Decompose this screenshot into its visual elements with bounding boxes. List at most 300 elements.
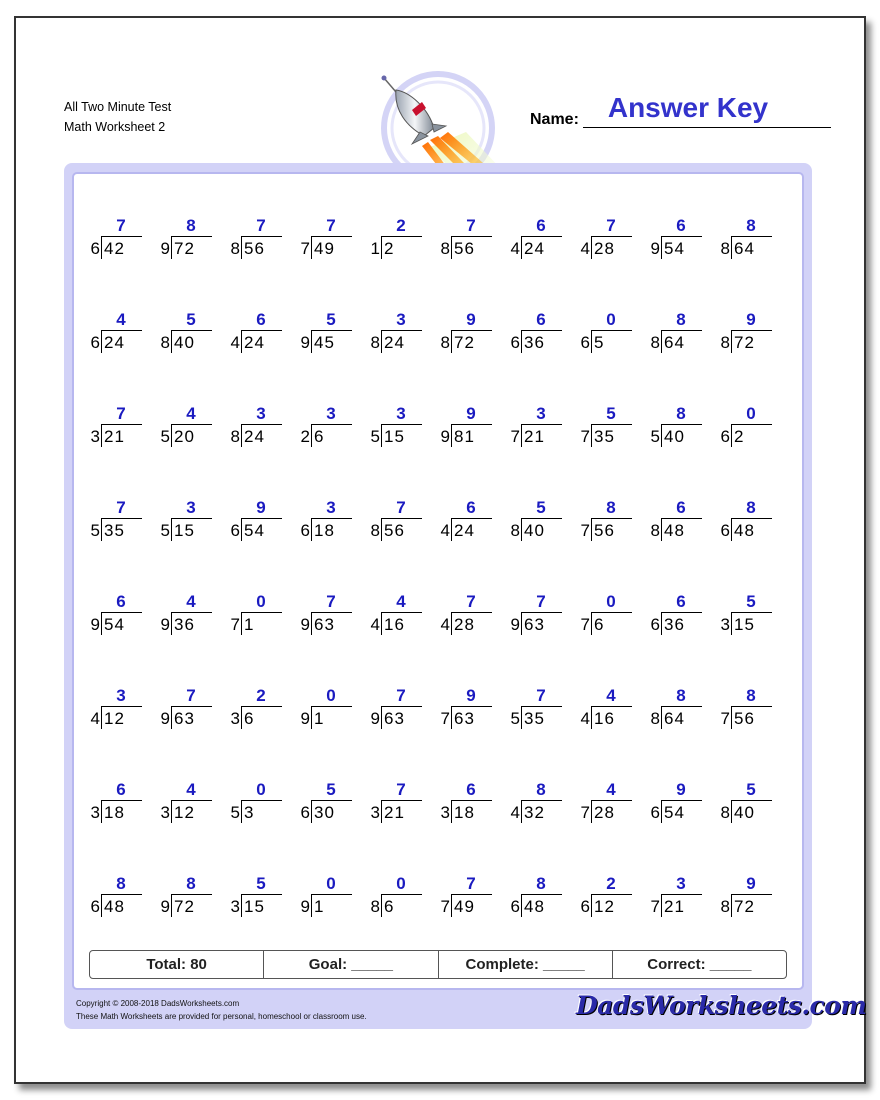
division-problem — [296, 498, 370, 548]
answer: 0 — [746, 404, 756, 423]
answer: 7 — [396, 686, 406, 705]
divisor: 8 — [720, 897, 730, 916]
division-problem — [506, 686, 580, 736]
division-problem — [646, 310, 720, 360]
division-problem — [436, 310, 510, 360]
division-problem — [156, 592, 230, 642]
answer: 9 — [466, 686, 476, 705]
divisor: 5 — [650, 427, 660, 446]
answer: 3 — [256, 404, 266, 423]
answer: 8 — [536, 780, 546, 799]
dividend: 3 — [241, 800, 282, 823]
problem-area — [72, 172, 804, 990]
division-problem — [366, 874, 440, 924]
dividend: 32 — [521, 800, 562, 823]
dividend: 6 — [311, 424, 352, 447]
divisor: 9 — [90, 615, 100, 634]
divisor: 5 — [230, 803, 240, 822]
division-problem — [506, 404, 580, 454]
divisor: 5 — [370, 427, 380, 446]
division-problem — [716, 310, 790, 360]
answer: 8 — [676, 686, 686, 705]
answer: 0 — [606, 592, 616, 611]
answer: 0 — [256, 780, 266, 799]
division-problem — [646, 498, 720, 548]
divisor: 8 — [650, 521, 660, 540]
dividend: 56 — [381, 518, 422, 541]
division-problem — [226, 404, 300, 454]
answer: 7 — [606, 216, 616, 235]
answer: 7 — [326, 592, 336, 611]
dividend: 40 — [171, 330, 212, 353]
division-problem — [86, 874, 160, 924]
divisor: 7 — [720, 709, 730, 728]
division-problem — [366, 686, 440, 736]
divisor: 8 — [440, 239, 450, 258]
division-problem — [576, 498, 650, 548]
division-problem — [646, 592, 720, 642]
answer: 5 — [746, 780, 756, 799]
divisor: 4 — [510, 239, 520, 258]
divisor: 8 — [720, 333, 730, 352]
divisor: 9 — [300, 709, 310, 728]
dividend: 48 — [731, 518, 772, 541]
division-problem — [506, 216, 580, 266]
divisor: 6 — [580, 897, 590, 916]
division-problem — [366, 404, 440, 454]
dividend: 21 — [381, 800, 422, 823]
division-problem — [296, 310, 370, 360]
dividend: 56 — [591, 518, 632, 541]
dividend: 64 — [661, 706, 702, 729]
answer: 3 — [396, 404, 406, 423]
divisor: 9 — [650, 239, 660, 258]
divisor: 6 — [720, 427, 730, 446]
dividend: 12 — [591, 894, 632, 917]
dividend: 35 — [521, 706, 562, 729]
dividend: 28 — [591, 236, 632, 259]
divisor: 3 — [90, 427, 100, 446]
dividend: 12 — [101, 706, 142, 729]
division-problem — [576, 310, 650, 360]
dividend: 36 — [521, 330, 562, 353]
divisor: 7 — [580, 803, 590, 822]
dividend: 15 — [241, 894, 282, 917]
dividend: 49 — [451, 894, 492, 917]
divisor: 1 — [370, 239, 380, 258]
dividend: 15 — [731, 612, 772, 635]
divisor: 6 — [300, 521, 310, 540]
divisor: 9 — [160, 615, 170, 634]
division-problem — [226, 780, 300, 830]
division-problem — [86, 404, 160, 454]
dividend: 72 — [731, 894, 772, 917]
division-problem — [156, 498, 230, 548]
answer: 4 — [186, 404, 196, 423]
divisor: 7 — [580, 615, 590, 634]
answer: 9 — [466, 310, 476, 329]
dividend: 48 — [661, 518, 702, 541]
answer: 9 — [466, 404, 476, 423]
answer: 6 — [466, 498, 476, 517]
answer: 8 — [536, 874, 546, 893]
answer: 5 — [256, 874, 266, 893]
dividend: 5 — [591, 330, 632, 353]
division-problem — [296, 216, 370, 266]
answer: 8 — [606, 498, 616, 517]
divisor: 7 — [650, 897, 660, 916]
answer: 6 — [676, 592, 686, 611]
dividend: 36 — [661, 612, 702, 635]
divisor: 9 — [510, 615, 520, 634]
score-table — [89, 950, 787, 979]
dividend: 28 — [591, 800, 632, 823]
answer: 7 — [396, 780, 406, 799]
division-problem — [576, 780, 650, 830]
dividend: 72 — [451, 330, 492, 353]
answer: 3 — [116, 686, 126, 705]
site-logo: DadsWorksheets.com — [576, 991, 867, 1020]
division-problem — [366, 310, 440, 360]
dividend: 54 — [241, 518, 282, 541]
answer: 4 — [606, 686, 616, 705]
copyright-line-2: These Math Worksheets are provided for personal, homeschool or classroom use. — [76, 1012, 367, 1021]
dividend: 72 — [171, 236, 212, 259]
answer: 7 — [116, 216, 126, 235]
dividend: 42 — [101, 236, 142, 259]
divisor: 9 — [440, 427, 450, 446]
dividend: 24 — [241, 424, 282, 447]
division-problem — [576, 404, 650, 454]
answer: 3 — [396, 310, 406, 329]
division-problem — [436, 498, 510, 548]
answer: 6 — [536, 310, 546, 329]
name-underline — [583, 127, 831, 128]
division-problem — [436, 216, 510, 266]
dividend: 16 — [381, 612, 422, 635]
dividend: 54 — [661, 800, 702, 823]
divisor: 7 — [440, 709, 450, 728]
answer: 5 — [186, 310, 196, 329]
division-problem — [156, 874, 230, 924]
dividend: 35 — [591, 424, 632, 447]
answer: 6 — [116, 780, 126, 799]
division-problem — [296, 874, 370, 924]
dividend: 28 — [451, 612, 492, 635]
division-problem — [716, 780, 790, 830]
divisor: 3 — [720, 615, 730, 634]
divisor: 3 — [440, 803, 450, 822]
title-line-1: All Two Minute Test — [64, 100, 172, 114]
divisor: 4 — [510, 803, 520, 822]
division-problem — [506, 592, 580, 642]
divisor: 4 — [90, 709, 100, 728]
division-problem — [646, 686, 720, 736]
divisor: 3 — [370, 803, 380, 822]
dividend: 15 — [381, 424, 422, 447]
divisor: 8 — [370, 521, 380, 540]
dividend: 54 — [661, 236, 702, 259]
divisor: 9 — [300, 897, 310, 916]
answer: 3 — [536, 404, 546, 423]
dividend: 24 — [521, 236, 562, 259]
division-problem — [646, 780, 720, 830]
division-problem — [156, 686, 230, 736]
division-problem — [156, 404, 230, 454]
division-problem — [86, 498, 160, 548]
division-problem — [226, 498, 300, 548]
dividend: 56 — [451, 236, 492, 259]
answer: 5 — [746, 592, 756, 611]
answer: 4 — [116, 310, 126, 329]
dividend: 48 — [521, 894, 562, 917]
division-problem — [296, 404, 370, 454]
divisor: 6 — [510, 897, 520, 916]
divisor: 4 — [580, 709, 590, 728]
dividend: 40 — [661, 424, 702, 447]
division-problem — [716, 592, 790, 642]
answer: 8 — [676, 404, 686, 423]
answer: 7 — [116, 498, 126, 517]
answer: 7 — [466, 592, 476, 611]
answer: 2 — [396, 216, 406, 235]
division-problem — [436, 592, 510, 642]
divisor: 7 — [440, 897, 450, 916]
divisor: 3 — [230, 897, 240, 916]
dividend: 56 — [731, 706, 772, 729]
divisor: 6 — [720, 521, 730, 540]
answer: 2 — [606, 874, 616, 893]
dividend: 63 — [311, 612, 352, 635]
division-problem — [576, 686, 650, 736]
dividend: 63 — [521, 612, 562, 635]
divisor: 7 — [580, 521, 590, 540]
division-problem — [576, 216, 650, 266]
answer: 7 — [116, 404, 126, 423]
division-problem — [716, 874, 790, 924]
dividend: 2 — [381, 236, 422, 259]
dividend: 12 — [171, 800, 212, 823]
division-problem — [716, 216, 790, 266]
divisor: 8 — [370, 333, 380, 352]
dividend: 21 — [101, 424, 142, 447]
total-cell: Total: 80 — [90, 951, 264, 978]
dividend: 20 — [171, 424, 212, 447]
divisor: 4 — [370, 615, 380, 634]
division-problem — [716, 498, 790, 548]
answer: 0 — [326, 686, 336, 705]
division-problem — [156, 216, 230, 266]
answer: 0 — [396, 874, 406, 893]
answer: 3 — [186, 498, 196, 517]
dividend: 6 — [591, 612, 632, 635]
divisor: 9 — [300, 615, 310, 634]
division-problem — [436, 686, 510, 736]
division-problem — [506, 874, 580, 924]
answer: 9 — [256, 498, 266, 517]
divisor: 8 — [720, 239, 730, 258]
dividend: 54 — [101, 612, 142, 635]
division-problem — [646, 216, 720, 266]
answer: 7 — [396, 498, 406, 517]
division-problem — [156, 310, 230, 360]
divisor: 8 — [230, 239, 240, 258]
divisor: 5 — [510, 709, 520, 728]
division-problem — [226, 216, 300, 266]
divisor: 6 — [230, 521, 240, 540]
divisor: 6 — [90, 333, 100, 352]
divisor: 8 — [720, 803, 730, 822]
dividend: 40 — [521, 518, 562, 541]
division-problem — [226, 592, 300, 642]
dividend: 6 — [381, 894, 422, 917]
division-problem — [716, 686, 790, 736]
division-problem — [366, 592, 440, 642]
divisor: 8 — [650, 333, 660, 352]
answer: 6 — [536, 216, 546, 235]
dividend: 63 — [451, 706, 492, 729]
answer: 3 — [676, 874, 686, 893]
answer: 4 — [186, 780, 196, 799]
dividend: 40 — [731, 800, 772, 823]
dividend: 21 — [661, 894, 702, 917]
answer: 7 — [536, 592, 546, 611]
answer: 8 — [116, 874, 126, 893]
dividend: 49 — [311, 236, 352, 259]
answer: 7 — [256, 216, 266, 235]
dividend: 24 — [101, 330, 142, 353]
divisor: 4 — [230, 333, 240, 352]
answer: 7 — [466, 216, 476, 235]
answer-key-label: Answer Key — [607, 92, 769, 123]
answer: 8 — [746, 686, 756, 705]
divisor: 3 — [230, 709, 240, 728]
title-line-2: Math Worksheet 2 — [64, 120, 166, 134]
divisor: 7 — [510, 427, 520, 446]
answer: 8 — [676, 310, 686, 329]
divisor: 5 — [160, 427, 170, 446]
dividend: 1 — [241, 612, 282, 635]
divisor: 6 — [90, 239, 100, 258]
divisor: 9 — [160, 897, 170, 916]
divisor: 6 — [510, 333, 520, 352]
divisor: 8 — [160, 333, 170, 352]
division-problem — [86, 592, 160, 642]
divisor: 7 — [230, 615, 240, 634]
dividend: 2 — [731, 424, 772, 447]
answer: 2 — [256, 686, 266, 705]
answer: 5 — [606, 404, 616, 423]
division-problem — [716, 404, 790, 454]
division-problem — [506, 310, 580, 360]
dividend: 1 — [311, 706, 352, 729]
dividend: 64 — [661, 330, 702, 353]
dividend: 15 — [171, 518, 212, 541]
divisor: 4 — [440, 615, 450, 634]
copyright-notice — [76, 997, 367, 1023]
divisor: 4 — [440, 521, 450, 540]
divisor: 6 — [580, 333, 590, 352]
divisor: 3 — [90, 803, 100, 822]
name-label: Name: — [530, 111, 579, 128]
division-problem — [156, 780, 230, 830]
divisor: 9 — [160, 709, 170, 728]
division-problem — [226, 686, 300, 736]
division-problem — [506, 780, 580, 830]
dividend: 64 — [731, 236, 772, 259]
division-problem — [576, 592, 650, 642]
divisor: 6 — [90, 897, 100, 916]
division-problem — [436, 780, 510, 830]
dividend: 24 — [451, 518, 492, 541]
divisor: 6 — [300, 803, 310, 822]
division-problem — [576, 874, 650, 924]
answer: 3 — [326, 498, 336, 517]
division-problem — [86, 686, 160, 736]
answer: 8 — [186, 216, 196, 235]
worksheet-title — [64, 97, 171, 137]
divisor: 7 — [300, 239, 310, 258]
dividend: 18 — [101, 800, 142, 823]
answer: 6 — [466, 780, 476, 799]
dividend: 63 — [381, 706, 422, 729]
division-problem — [296, 592, 370, 642]
answer: 0 — [606, 310, 616, 329]
answer: 3 — [326, 404, 336, 423]
answer: 9 — [746, 310, 756, 329]
division-problem — [366, 216, 440, 266]
division-problem — [436, 874, 510, 924]
divisor: 8 — [510, 521, 520, 540]
goal-cell: Goal: _____ — [264, 951, 438, 978]
division-problem — [296, 780, 370, 830]
dividend: 6 — [241, 706, 282, 729]
answer: 7 — [536, 686, 546, 705]
answer: 8 — [746, 498, 756, 517]
answer: 7 — [186, 686, 196, 705]
divisor: 7 — [580, 427, 590, 446]
dividend: 72 — [171, 894, 212, 917]
division-problem — [226, 310, 300, 360]
division-problem — [436, 404, 510, 454]
answer: 5 — [536, 498, 546, 517]
division-problem — [366, 780, 440, 830]
divisor: 3 — [160, 803, 170, 822]
divisor: 8 — [440, 333, 450, 352]
division-problem — [366, 498, 440, 548]
division-problem — [86, 216, 160, 266]
divisor: 6 — [650, 615, 660, 634]
answer: 0 — [256, 592, 266, 611]
answer: 4 — [186, 592, 196, 611]
divisor: 5 — [90, 521, 100, 540]
answer: 0 — [326, 874, 336, 893]
divisor: 9 — [370, 709, 380, 728]
dividend: 81 — [451, 424, 492, 447]
answer: 9 — [746, 874, 756, 893]
divisor: 5 — [160, 521, 170, 540]
divisor: 8 — [650, 709, 660, 728]
answer: 4 — [396, 592, 406, 611]
answer: 6 — [676, 498, 686, 517]
division-problem — [226, 874, 300, 924]
complete-cell: Complete: _____ — [439, 951, 613, 978]
dividend: 63 — [171, 706, 212, 729]
answer: 7 — [326, 216, 336, 235]
dividend: 48 — [101, 894, 142, 917]
division-problem — [86, 310, 160, 360]
divisor: 8 — [230, 427, 240, 446]
